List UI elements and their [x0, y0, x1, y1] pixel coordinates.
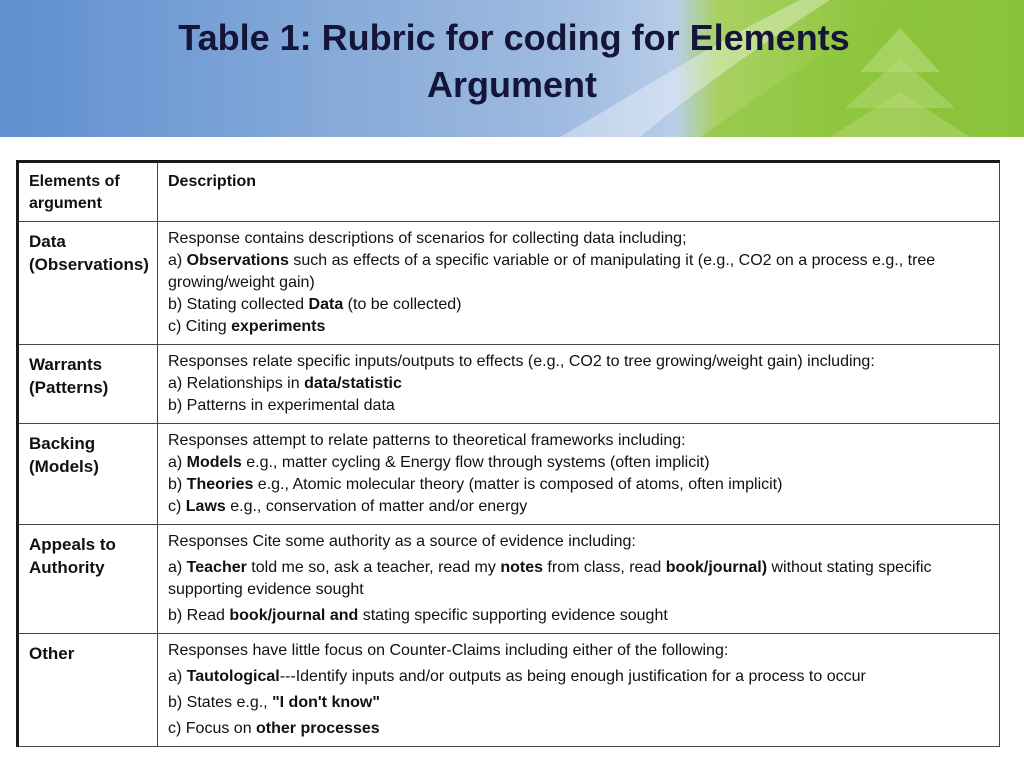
table-row	[18, 525, 1000, 634]
description-cell	[158, 222, 1000, 345]
description-item: a) Tautological---Identify inputs and/or outputs as being enough justification for a process to occur	[168, 668, 866, 685]
table-row	[18, 634, 1000, 747]
element-cell: Backing (Models)	[18, 424, 158, 525]
description-cell	[158, 634, 1000, 747]
title-line-1: Table 1: Rubric for coding for Elements	[178, 17, 850, 58]
element-cell: Appeals to Authority	[18, 525, 158, 634]
description-item: a) Observations such as effects of a specific variable or of manipulating it (e.g., CO2 on a process e.g., tree growing/weight gain)	[168, 252, 936, 291]
description-intro: Responses relate specific inputs/outputs to effects (e.g., CO2 to tree growing/weight gain) including:	[168, 353, 875, 370]
description-cell	[158, 525, 1000, 634]
description-intro: Responses attempt to relate patterns to theoretical frameworks including:	[168, 432, 686, 449]
title-line-2: Argument	[427, 64, 597, 105]
element-cell: Warrants (Patterns)	[18, 345, 158, 424]
table-row	[18, 345, 1000, 424]
description-cell	[158, 424, 1000, 525]
rubric-table	[16, 160, 1000, 747]
table-header-row	[18, 162, 1000, 222]
description-item: a) Teacher told me so, ask a teacher, read my notes from class, read book/journal) without stating specific supporting evidence sought	[168, 559, 932, 598]
description-cell	[158, 345, 1000, 424]
description-item: b) Patterns in experimental data	[168, 397, 395, 414]
description-item: c) Laws e.g., conservation of matter and/or energy	[168, 498, 528, 515]
description-item: b) Theories e.g., Atomic molecular theory (matter is composed of atoms, often implicit)	[168, 476, 783, 493]
description-item: a) Relationships in data/statistic	[168, 375, 402, 392]
table-row	[18, 424, 1000, 525]
description-intro: Responses have little focus on Counter-Claims including either of the following:	[168, 642, 729, 659]
description-intro: Responses Cite some authority as a source of evidence including:	[168, 533, 636, 550]
element-cell: Data (Observations)	[18, 222, 158, 345]
header-elements: Elements of argument	[18, 162, 158, 222]
description-item: c) Focus on other processes	[168, 720, 380, 737]
description-item: b) Stating collected Data (to be collected)	[168, 296, 462, 313]
description-item: a) Models e.g., matter cycling & Energy flow through systems (often implicit)	[168, 454, 710, 471]
page-title	[0, 14, 1024, 108]
table-row	[18, 222, 1000, 345]
description-item: b) States e.g., "I don't know"	[168, 694, 380, 711]
description-intro: Response contains descriptions of scenarios for collecting data including;	[168, 230, 687, 247]
description-item: b) Read book/journal and stating specific supporting evidence sought	[168, 607, 668, 624]
description-item: c) Citing experiments	[168, 318, 326, 335]
title-banner	[0, 0, 1024, 137]
element-cell: Other	[18, 634, 158, 747]
header-description: Description	[158, 162, 1000, 222]
